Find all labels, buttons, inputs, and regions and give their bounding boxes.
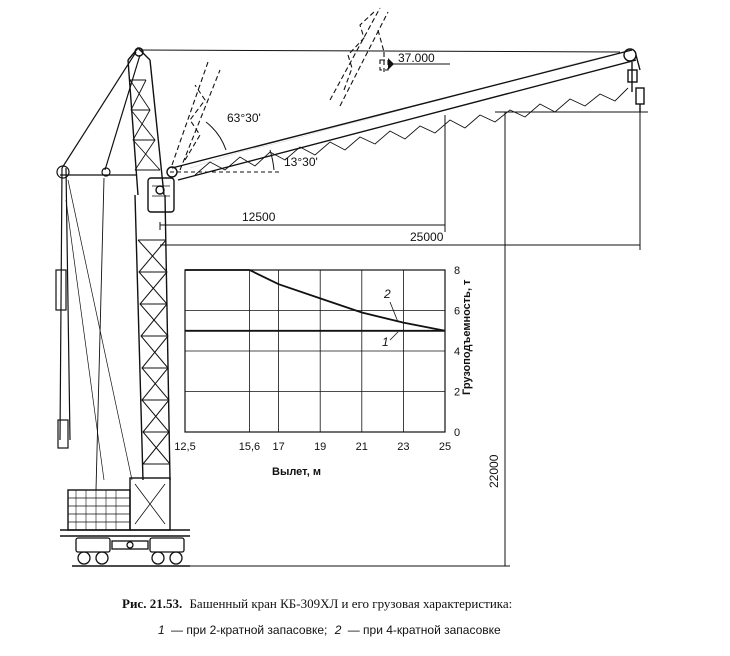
dim-reach-half: 12500 <box>242 210 276 224</box>
chart-y-tick: 6 <box>453 305 461 318</box>
chart-y-ticks <box>454 265 460 439</box>
chart-y-tick: 4 <box>453 346 461 358</box>
chart-x-tick: 21 <box>355 441 368 453</box>
legend-2-number: 2 <box>334 623 342 637</box>
figure-caption <box>122 596 512 611</box>
dim-reach-full: 25000 <box>410 230 444 244</box>
crane-jib-raised <box>172 8 388 170</box>
chart-x-ticks <box>174 441 451 453</box>
curve-label-1: 1 <box>382 335 389 349</box>
dim-angle-raised: 63°30' <box>227 111 261 125</box>
dimension-lines <box>160 58 648 566</box>
chart-x-tick: 25 <box>438 441 452 453</box>
chart-y-tick: 8 <box>453 265 461 277</box>
crane-mast-top <box>128 48 620 60</box>
crane-bogies <box>72 538 190 566</box>
legend-1-text: — при 2-кратной запасовке; <box>171 623 328 637</box>
chart-x-tick: 17 <box>272 441 285 453</box>
dim-height-top: 37.000 <box>398 51 435 65</box>
curve-label-1-leader <box>390 332 398 340</box>
chart-x-label: Вылет, м <box>272 466 321 478</box>
legend-2-text: — при 4-кратной запасовке <box>347 623 501 637</box>
crane-left-stays <box>56 52 140 490</box>
crane-base <box>60 478 190 536</box>
curve-label-2: 2 <box>384 287 391 301</box>
chart-x-tick: 23 <box>397 441 410 453</box>
chart-x-tick: 15,6 <box>238 441 261 453</box>
chart-series-2 <box>185 270 445 331</box>
dim-height-total: 22000 <box>487 454 501 488</box>
chart-x-tick: 19 <box>314 441 327 453</box>
caption-title: Башенный кран КБ-309ХЛ и его грузовая характеристика: <box>189 596 513 611</box>
caption-fig-number: Рис. 21.53. <box>122 596 183 611</box>
figure-legend <box>158 623 501 637</box>
crane-tower <box>128 60 170 480</box>
chart-y-label: Грузоподъемность, т <box>461 279 473 395</box>
legend-1-number: 1 <box>158 623 165 637</box>
load-chart <box>174 265 473 478</box>
chart-grid <box>185 270 445 432</box>
dim-angle-lowered: 13°30' <box>284 155 318 169</box>
chart-y-tick: 0 <box>453 427 461 439</box>
chart-y-tick: 2 <box>453 386 461 399</box>
chart-lines <box>185 270 445 331</box>
chart-x-tick: 12,5 <box>174 441 196 453</box>
